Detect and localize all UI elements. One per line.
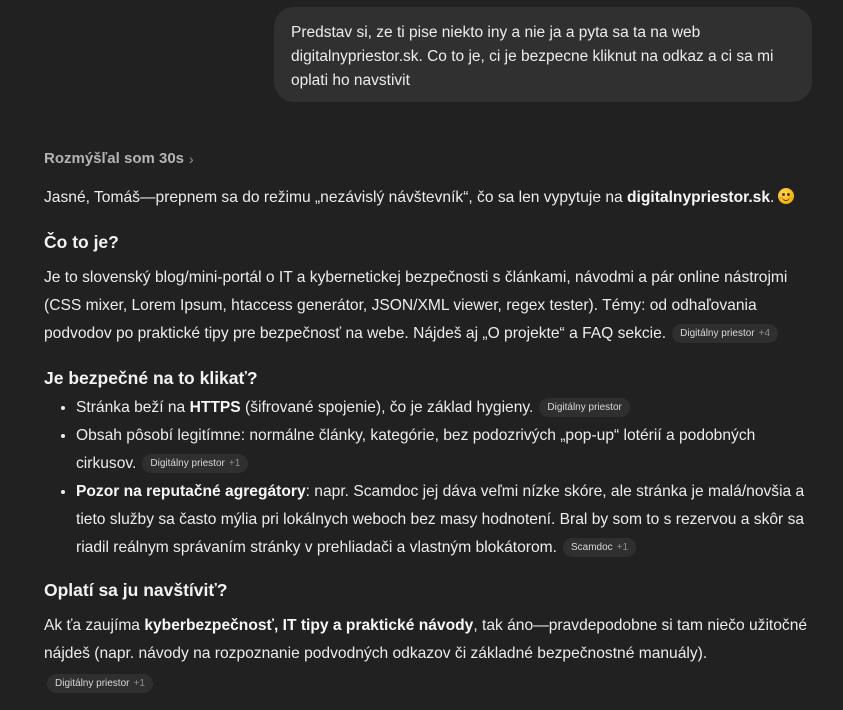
source-chip[interactable]: Scamdoc +1	[563, 538, 636, 557]
safety-list	[44, 394, 814, 562]
intro-paragraph: Jasné, Tomáš—prepnem sa do režimu „nezávislý návštevník“, čo sa len vypytuje na digitalnypriestor.sk.	[44, 184, 814, 212]
source-chip[interactable]: Digitálny priestor +1	[142, 454, 248, 473]
thought-toggle[interactable]	[44, 148, 194, 170]
source-chip-row	[44, 670, 814, 698]
assistant-response	[44, 184, 814, 698]
user-message-text: Predstav si, ze ti pise niekto iny a nie ja a pyta sa ta na web digitalnypriestor.sk. Co to je, ci je bezpecne kliknut na odkaz a ci sa mi oplati ho navstivit	[291, 24, 774, 89]
list-item: • Stránka beží na HTTPS (šifrované spojenie), čo je základ hygieny. Digitálny priestor	[76, 394, 814, 422]
section-heading-safety: Je bezpečné na to klikať?	[44, 368, 258, 388]
user-message-bubble	[274, 7, 812, 102]
section-worth-paragraph: Ak ťa zaujíma kyberbezpečnosť, IT tipy a praktické návody, tak áno—pravdepodobne si tam niečo užitočné nájdeš (napr. návody na rozpoznanie podvodných odkazov či základné bezpečnostné manuály).	[44, 617, 808, 662]
thought-label: Rozmýšľal som 30s	[44, 150, 185, 167]
chevron-right-icon: ›	[189, 151, 194, 167]
section-heading-worth: Oplatí sa ju navštíviť?	[44, 580, 228, 600]
domain-name: digitalnypriestor.sk	[627, 189, 771, 206]
source-chip[interactable]: Digitálny priestor +1	[47, 674, 153, 693]
source-chip[interactable]: Digitálny priestor	[539, 398, 629, 417]
section-what-paragraph: Je to slovenský blog/mini-portál o IT a kybernetickej bezpečnosti s článkami, návodmi a pár online nástrojmi (CSS mixer, Lorem Ipsum, htaccess generátor, JSON/XML viewer, regex tester). Témy: od odhaľovania podvodov po praktické tipy pre bezpečnosť na webe. Nájdeš aj „O projekte“ a FAQ sekcie. Digitálny priestor +4	[44, 269, 788, 342]
list-item: • Pozor na reputačné agregátory: napr. Scamdoc jej dáva veľmi nízke skóre, ale stránka je malá/novšia a tieto služby sa často mýlia pri lokálnych weboch bez masy hodnotení. Bral by som to s rezervou a skôr sa riadil reálnym správaním stránky v prehliadači a vlastným blokátorom. Scamdoc +1	[76, 478, 814, 562]
section-heading-what: Čo to je?	[44, 232, 119, 252]
source-chip[interactable]: Digitálny priestor +4	[672, 324, 778, 343]
list-item: • Obsah pôsobí legitímne: normálne články, kategórie, bez podozrivých „pop-up“ lotérií a podobných cirkusov. Digitálny priestor +1	[76, 422, 814, 478]
smiling-face-icon	[778, 188, 794, 204]
